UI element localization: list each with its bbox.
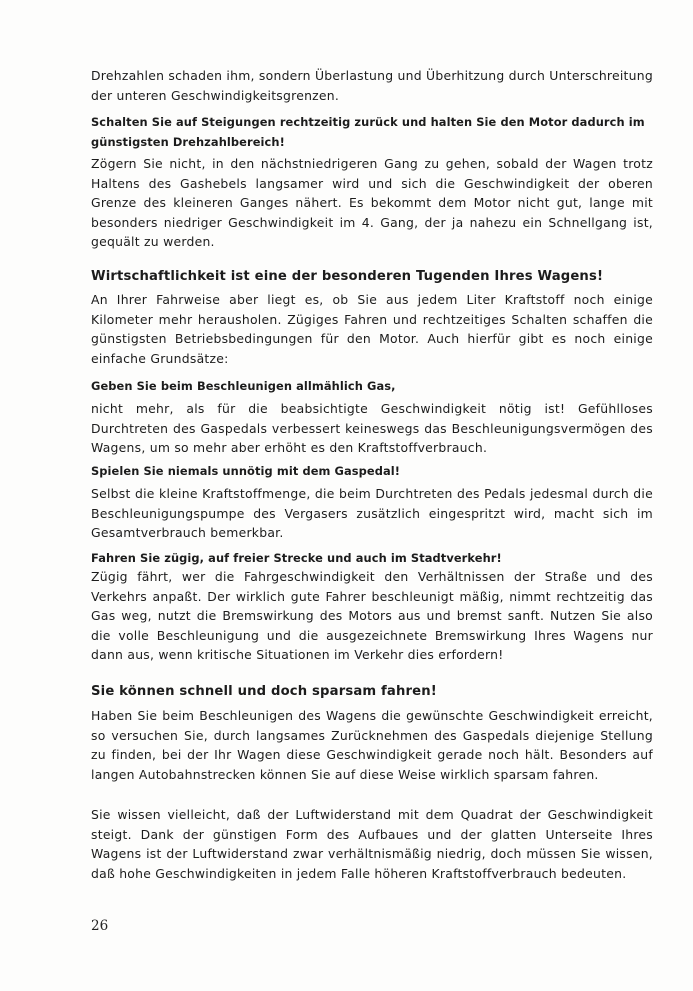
heading-gas-pedal: Spielen Sie niemals unnötig mit dem Gaspedal! [91,464,401,478]
paragraph-gas-pedal: Selbst die kleine Kraftstoffmenge, die beim Durchtreten des Pedals jedesmal durch die Beschleunigungspumpe des Vergasers zusätzlich eingespritzt wird, macht sich im Gesamtverbrauch bemerkbar. [91,486,653,541]
paragraph-economy: An Ihrer Fahrweise aber liegt es, ob Sie aus jedem Liter Kraftstoff noch einige Kilometer mehr herausholen. Zügiges Fahren und rechtzeitiges Schalten schaffen die günstigsten Betriebsbedingungen für den Motor. Auch hierfür gibt es noch einige einfache Grundsätze: [91,292,653,366]
paragraph-accelerate-gradually: nicht mehr, als für die beabsichtigte Geschwindigkeit nötig ist! Gefühlloses Durchtreten des Gaspedals verbessert keineswegs das Beschleunigungsvermögen des Wagens, um so mehr aber erhöht es den Kraftstoffverbrauch. [91,401,653,456]
heading-downshift-on-slopes: Schalten Sie auf Steigungen rechtzeitig zurück und halten Sie den Motor dadurch im günstigsten Drehzahlbereich! [91,115,645,149]
paragraph-cruise-speed: Haben Sie beim Beschleunigen des Wagens die gewünschte Geschwindigkeit erreicht, so versuchen Sie, durch langsames Zurücknehmen des Gaspedals diejenige Stellung zu finden, bei der Ihr Wagen diese Geschwindigkeit gerade noch hält. Besonders auf langen Autobahnstrecken können Sie auf diese Weise wirklich sparsam fahren. [91,708,653,782]
page-number: 26 [91,918,109,934]
heading-economy: Wirtschaftlichkeit ist eine der besonderen Tugenden Ihres Wagens! [91,269,604,284]
paragraph-air-resistance: Sie wissen vielleicht, daß der Luftwiderstand mit dem Quadrat der Geschwindigkeit steigt. Dank der günstigen Form des Aufbaues und der glatten Unterseite Ihres Wagens ist der Luftwiderstand zwar verhältnismäßig niedrig, doch müssen Sie wissen, daß hohe Geschwindigkeiten in jedem Falle höheren Kraftstoffverbrauch bedeuten. [91,807,653,881]
heading-drive-briskly: Fahren Sie zügig, auf freier Strecke und auch im Stadtverkehr! [91,551,502,565]
paragraph-downshift: Zögern Sie nicht, in den nächstniedrigeren Gang zu gehen, sobald der Wagen trotz Haltens des Gashebels langsamer wird und sich die Geschwindigkeit der oberen Grenze des kleineren Ganges nähert. Es bekommt dem Motor nicht gut, lange mit besonders niedriger Geschwindigkeit im 4. Gang, der ja nahezu ein Schnellgang ist, gequält zu werden. [91,156,653,250]
paragraph-overload: Drehzahlen schaden ihm, sondern Überlastung und Überhitzung durch Unterschreitung der unteren Geschwindigkeitsgrenzen. [91,68,653,103]
heading-accelerate-gradually: Geben Sie beim Beschleunigen allmählich Gas, [91,379,396,393]
heading-fast-and-economical: Sie können schnell und doch sparsam fahren! [91,684,437,699]
paragraph-drive-briskly: Zügig fährt, wer die Fahrgeschwindigkeit den Verhältnissen der Straße und des Verkehrs anpaßt. Der wirklich gute Fahrer beschleunigt mäßig, nimmt rechtzeitig das Gas weg, nutzt die Bremswirkung des Motors aus und bremst sanft. Nutzen Sie also die volle Beschleunigung und die ausgezeichnete Bremswirkung Ihres Wagens nur dann aus, wenn kritische Situationen im Verkehr dies erfordern! [91,569,653,663]
